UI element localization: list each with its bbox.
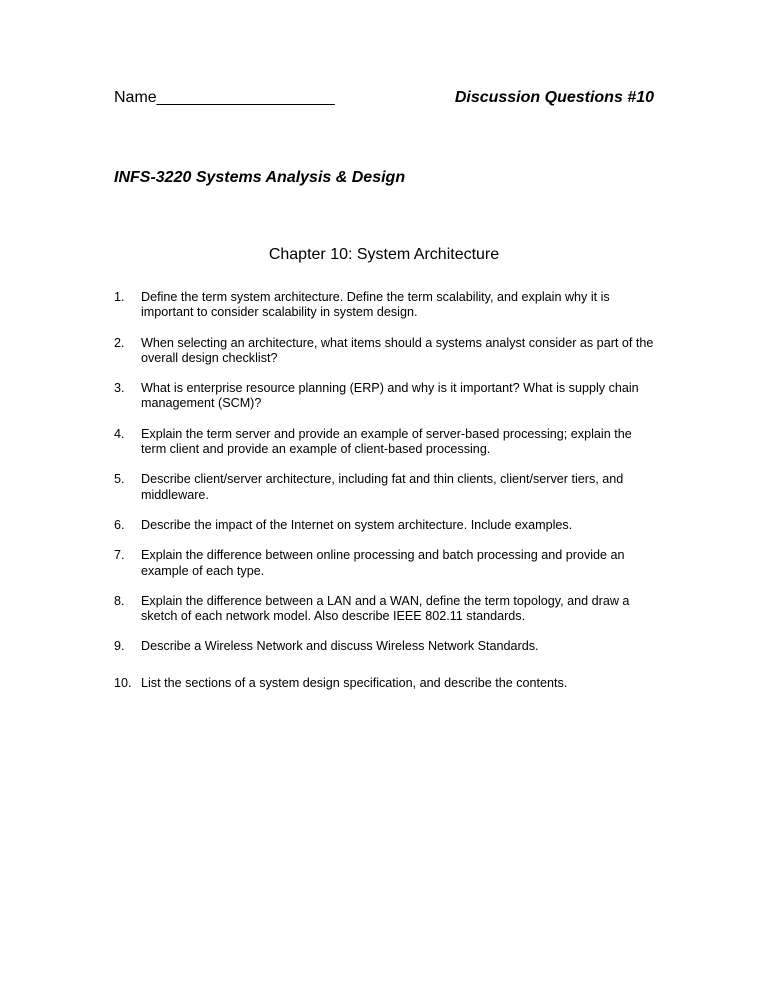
course-title: INFS-3220 Systems Analysis & Design — [114, 169, 406, 186]
question-text: Explain the term server and provide an example of server-based processing; explain the term client and provide an example of client-based processing. — [141, 426, 632, 457]
question-number: 4. — [114, 426, 125, 441]
question-number: 3. — [114, 381, 125, 396]
question-number: 8. — [114, 593, 125, 608]
question-text: Explain the difference between online processing and batch processing and provide an example of each type. — [141, 548, 625, 578]
question-number: 2. — [114, 335, 125, 350]
question-number: 7. — [114, 548, 125, 563]
question-text: Describe client/server architecture, including fat and thin clients, client/server tiers, and middleware. — [141, 472, 624, 502]
question-item — [114, 290, 659, 321]
question-item — [114, 518, 659, 533]
question-item — [114, 639, 659, 654]
question-text: List the sections of a system design specification, and describe the contents. — [141, 675, 568, 690]
name-field-label: Name____________________ — [114, 89, 335, 106]
question-text: Define the term system architecture. Define the term scalability, and explain why it is important to consider scalability in system design. — [141, 290, 610, 320]
question-number: 5. — [114, 472, 125, 487]
question-text: Explain the difference between a LAN and a WAN, define the term topology, and draw a sketch of each network model. Also describe IEEE 802.11 standards. — [141, 593, 630, 624]
question-item — [114, 676, 659, 691]
question-text: Describe the impact of the Internet on system architecture. Include examples. — [141, 517, 573, 532]
question-item — [114, 336, 659, 367]
question-item — [114, 381, 659, 412]
question-list — [114, 290, 659, 691]
chapter-title: Chapter 10: System Architecture — [268, 246, 500, 263]
question-text: Describe a Wireless Network and discuss Wireless Network Standards. — [141, 639, 539, 654]
question-item — [114, 472, 659, 503]
question-text: What is enterprise resource planning (ERP) and why is it important? What is supply chain management (SCM)? — [141, 381, 639, 411]
document-title: Discussion Questions #10 — [454, 89, 654, 106]
question-text: When selecting an architecture, what items should a systems analyst consider as part of the overall design checklist? — [141, 335, 654, 365]
question-item — [114, 427, 659, 458]
question-number: 1. — [114, 290, 125, 304]
question-number: 10. — [114, 675, 132, 690]
question-number: 6. — [114, 517, 125, 532]
question-item — [114, 548, 659, 579]
question-item — [114, 594, 659, 625]
question-number: 9. — [114, 639, 125, 654]
